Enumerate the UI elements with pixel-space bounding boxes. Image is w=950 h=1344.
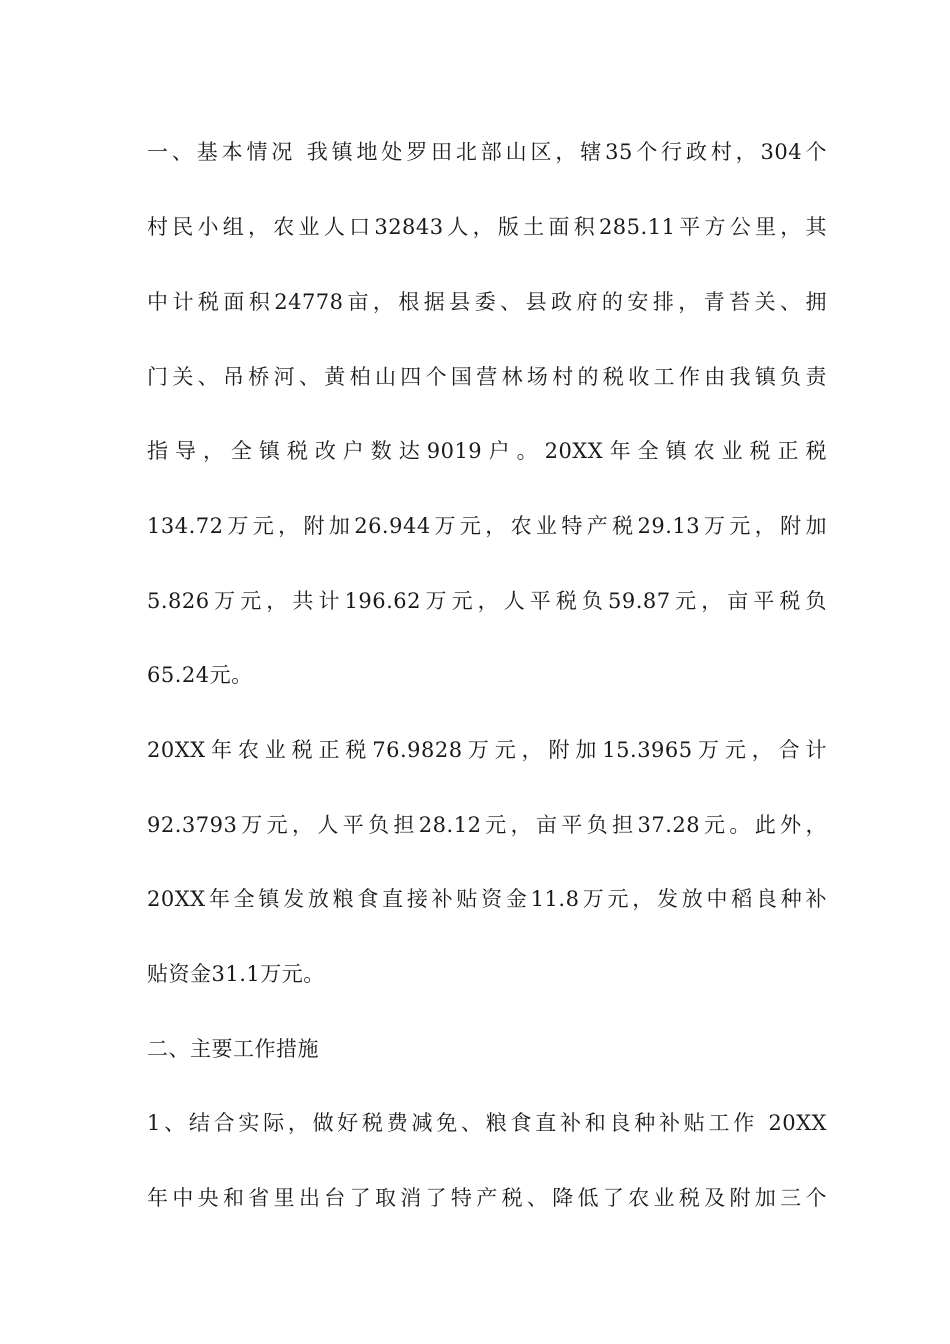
paragraph-line: 65.24元。 [147, 663, 253, 687]
paragraph-line: 92.3793万元，人平负担28.12元，亩平负担37.28元。此外， [147, 813, 827, 837]
paragraph-line: 20XX年全镇发放粮食直接补贴资金11.8万元，发放中稻良种补 [147, 887, 827, 911]
section-heading: 二、主要工作措施 [147, 1037, 319, 1061]
paragraph-line: 指导，全镇税改户数达9019户。20XX年全镇农业税正税 [147, 439, 827, 463]
paragraph-line: 20XX年农业税正税76.9828万元，附加15.3965万元，合计 [147, 738, 827, 762]
paragraph-line: 中计税面积24778亩，根据县委、县政府的安排，青苔关、拥 [147, 290, 827, 314]
paragraph-line: 年中央和省里出台了取消了特产税、降低了农业税及附加三个 [147, 1186, 827, 1210]
paragraph-line: 门关、吊桥河、黄柏山四个国营林场村的税收工作由我镇负责 [147, 365, 827, 389]
paragraph-line: 1、结合实际，做好税费减免、粮食直补和良种补贴工作 20XX [147, 1111, 827, 1135]
paragraph-line: 村民小组，农业人口32843人，版土面积285.11平方公里，其 [147, 215, 827, 239]
paragraph-line: 一、基本情况 我镇地处罗田北部山区，辖35个行政村，304个 [147, 140, 827, 164]
paragraph-line: 134.72万元，附加26.944万元，农业特产税29.13万元，附加 [147, 514, 827, 538]
paragraph-line: 5.826万元，共计196.62万元，人平税负59.87元，亩平税负 [147, 589, 827, 613]
paragraph-line: 贴资金31.1万元。 [147, 962, 325, 986]
